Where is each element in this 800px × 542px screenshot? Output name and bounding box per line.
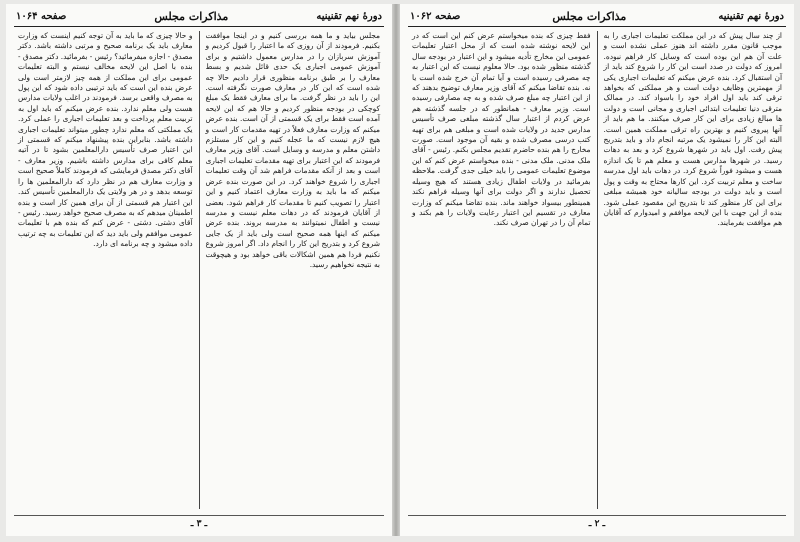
page-footer xyxy=(408,515,786,529)
page-header xyxy=(14,10,384,27)
column-left: فقط چیزی که بنده میخواستم عرض کنم این است که در این لایحه نوشته شده است که از محل اعتبار تعلیمات عمومی این مخارج تأدیه میشود و این اعتبار در بودجه سال گذشته منظور شده بود. حالا معلوم نیست که این اعتبار به چه مصرفی رسیده است و آیا تمام آن خرج شده است یا نه. بنده تقاضا میکنم که آقای وزیر معارف توضیح بدهند که از این اعتبار چه مبلغ صرف شده و به چه مصارفی رسیده است. وزیر معارف - همانطور که در جلسه گذشته هم عرض کردم از اعتبار سال گذشته مبلغی صرف تأسیس مدارس جدید در ولایات شده است و مبلغی هم برای تهیه کتب درسی مصرف شده و بقیه آن موجود است. صورت مخارج را هم بنده حاضرم تقدیم مجلس بکنم. رئیس - آقای ملک مدنی. ملک مدنی - بنده میخواستم عرض کنم که این موضوع تعلیمات عمومی را باید خیلی جدی گرفت. ملاحظه بفرمائید در ولایات اطفال زیادی هستند که هیچ وسیله تحصیل ندارند و اگر دولت برای آنها وسیله فراهم نکند همینطور بیسواد خواهند ماند. بنده تقاضا میکنم که وزارت معارف در تقسیم این اعتبار رعایت ولایات را هم بکند و تمام آن را در تهران صرف نکند. xyxy=(412,31,591,228)
header-center: مذاکرات مجلس xyxy=(154,10,229,23)
header-page-label: صفحه ۱۰۶۲ xyxy=(410,11,461,22)
column-divider xyxy=(597,31,598,509)
header-title: دورهٔ نهم تقنینیه xyxy=(718,11,784,22)
column-divider xyxy=(199,31,200,509)
column-left: و حالا چیزی که ما باید به آن توجه کنیم اینست که وزارت معارف باید یک برنامه صحیح و مرتبی داشته باشد. دکتر مصدق - اجازه میفرمائید؟ رئیس - بفرمائید. دکتر مصدق - بنده با اصل این لایحه مخالف نیستم و البته تعلیمات عمومی برای این مملکت از همه چیز لازمتر است ولی عرض بنده این است که باید ترتیبی داده شود که این پول به مصرف واقعی برسد. فرمودند در اغلب ولایات مدارس هست ولی معلم ندارد. بنده عرض میکنم که باید اول به تربیت معلم پرداخت و بعد تعلیمات اجباری را عملی کرد. یک مملکتی که معلم ندارد چطور میتواند تعلیمات اجباری داشته باشد. بنابراین بنده پیشنهاد میکنم که قسمتی از این اعتبار صرف تأسیس دارالمعلمین بشود تا در آتیه معلم کافی برای مدارس داشته باشیم. وزیر معارف - آقای دکتر مصدق فرمایشی که فرمودند کاملاً صحیح است و وزارت معارف هم در نظر دارد که دارالمعلمین ها را توسعه بدهد و در هر ولایتی یک دارالمعلمین تأسیس کند. این اعتبار هم قسمتی از آن برای همین کار است و بنده اطمینان میدهم که به مصرف صحیح خواهد رسید. رئیس - آقای دشتی. دشتی - عرض کنم که بنده هم با تعلیمات عمومی موافقم ولی باید دید که این تعلیمات به چه ترتیب داده میشود و چه برنامه ای دارد. xyxy=(18,31,193,249)
book-gutter xyxy=(392,4,400,536)
text-columns xyxy=(408,31,786,509)
header-center: مذاکرات مجلس xyxy=(552,10,627,23)
text-columns xyxy=(14,31,384,509)
page-header xyxy=(408,10,786,27)
column-right: مجلس بیاید و ما همه بررسی کنیم و در اینجا موافقت بکنیم. فرمودند از آن روزی که ما اعتبار را قبول کردیم و آموزش سربازان را در مدارس معمول داشتیم و برای آموزش عمومی اجباری یک حدی قائل شدیم و بسط معارف را بر طبق برنامه منظوری قرار دادیم حالا چه شده است که این کار در معارف صورت نگرفته است. این را باید در نظر گرفت. ما برای معارف فقط یک مبلغ کوچکی در بودجه منظور کردیم و حالا هم که این لایحه آمده است فقط برای یک قسمتی از آن است. بنده عرض میکنم که وزارت معارف فعلاً در تهیه مقدمات کار است و هیچ لازم نیست که ما عجله کنیم و این کار مستلزم داشتن معلم و مدرسه و وسایل است. آقای وزیر معارف فرمودند که این اعتبار برای تهیه مقدمات تعلیمات اجباری است و بعد از آنکه مقدمات فراهم شد آن وقت تعلیمات اجباری را شروع خواهند کرد. در این صورت بنده عرض میکنم که ما باید به وزارت معارف اعتماد کنیم و این اعتبار را تصویب کنیم تا مقدمات کار فراهم شود. بعضی از آقایان فرمودند که در دهات معلم نیست و مدرسه نیست و اطفال نمیتوانند به مدرسه بروند. بنده عرض میکنم که اینها همه صحیح است ولی باید از یک جایی شروع کرد و بتدریج این کار را انجام داد. اگر امروز شروع نکنیم فردا هم همین اشکالات باقی خواهد بود و هیچوقت به نتیجه نخواهیم رسید. xyxy=(205,31,380,269)
header-title: دورهٔ نهم تقنینیه xyxy=(316,11,382,22)
column-right: از چند سال پیش که در این مملکت تعلیمات اجباری را به موجب قانون مقرر داشته اند هنوز عملی نشده است و علت آن هم این بوده است که وسایل کار فراهم نبوده. امروز که دولت در صدد است این کار را شروع کند باید از آن استقبال کرد. بنده عرض میکنم که تعلیمات اجباری یکی از مهمترین وظایف دولت است و هر مملکتی که بخواهد ترقی کند باید اول افراد خود را باسواد کند. در ممالک مترقی دنیا تعلیمات ابتدائی اجباری و مجانی است و دولت ها مبالغ زیادی برای این کار صرف میکنند. ما هم باید از آنها پیروی کنیم و بهترین راه ترقی مملکت همین است. البته این کار را نمیشود یک مرتبه انجام داد و باید بتدریج پیش رفت. اول باید در شهرها شروع کرد و بعد به دهات رسید. در شهرها مدارس هست و معلم هم تا یک اندازه هست و میشود فوراً شروع کرد. در دهات باید اول مدرسه ساخت و معلم تربیت کرد. این کارها محتاج به وقت و پول است و باید دولت در بودجه سالیانه خود همیشه مبلغی برای این کار منظور کند تا بتدریج این مقصود عملی شود. بنده از این جهت با این لایحه موافقم و امیدوارم که آقایان هم موافقت بفرمایند. xyxy=(603,31,782,228)
page-number: ـ ۳ ـ xyxy=(190,519,208,529)
page-footer xyxy=(14,515,384,529)
left-page xyxy=(6,4,392,536)
right-page xyxy=(400,4,794,536)
page-number: ـ ۲ ـ xyxy=(588,519,606,529)
header-page-label: صفحه ۱۰۶۴ xyxy=(16,11,67,22)
